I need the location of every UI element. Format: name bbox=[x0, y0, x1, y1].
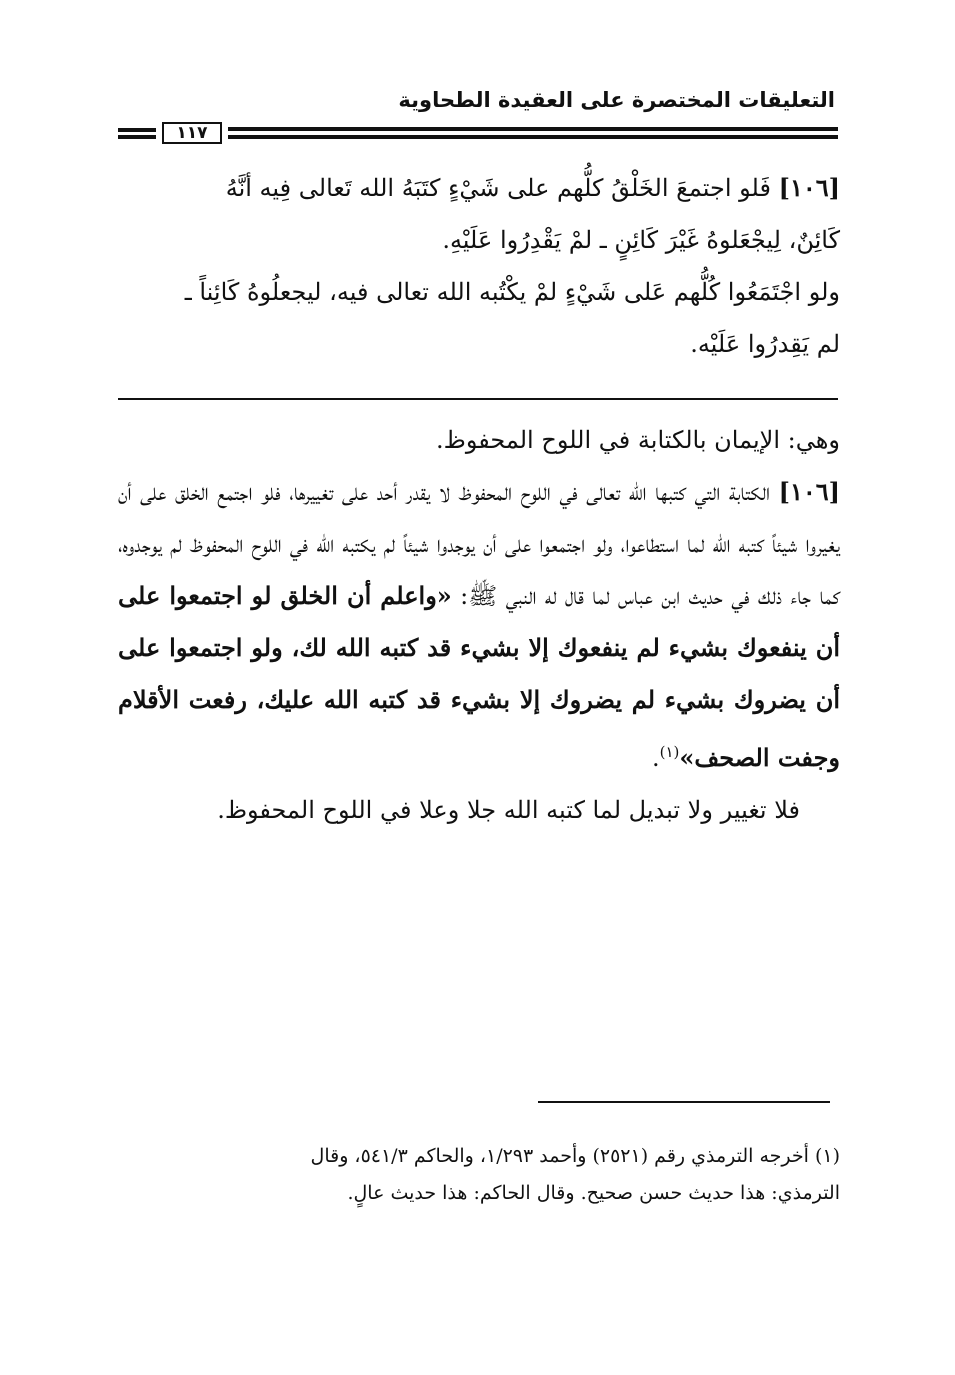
running-header-title: التعليقات المختصرة على العقيدة الطحاوية bbox=[398, 88, 835, 112]
footnote-divider bbox=[538, 1101, 830, 1103]
commentary-paragraph: [١٠٦] الكتابة التي كتبها الله تعالى في اللوح المحفوظ لا يقدر أحد على تغييرها، فلو اجتمع الخلق على أن يغيروا شيئاً كتبه الله لما استطاعوا، ولو اجتمعوا على أن يوجدوا شيئاً لم يكتبه الله في اللوح المحفوظ لم يوجدوه، كما جاء ذلك في حديث ابن عباس لما قال له النبي ﷺ: «واعلم أن الخلق لو اجتمعوا على أن ينفعوك بشيء لم ينفعوك إلا بشيء قد كتبه الله لك، ولو اجتمعوا على أن يضروك بشيء لم يضروك إلا بشيء قد كتبه الله عليك، رفعت الأقلام وجفت الصحف»$^{(١)}$. bbox=[118, 477, 840, 772]
matn-text bbox=[118, 162, 840, 370]
header-rule bbox=[118, 122, 838, 146]
matn-line-text: فَلو اجتمعَ الخَلْقُ كلُّهم على شَيْءٍ كتَبَهُ الله تَعالى فِيه أنَّهُ bbox=[225, 174, 771, 202]
header-rule-line bbox=[228, 127, 838, 131]
matn-line: كَائِنٌ، لِيجْعَلوهُ غَيْرَ كَائِنٍ ـ لمْ يَقْدِرُوا عَلَيْهِ. bbox=[442, 226, 840, 254]
header-rule-line bbox=[228, 135, 838, 139]
matn-line bbox=[118, 162, 840, 214]
matn-line: ولو اجْتَمَعُوا كُلُّهم عَلى شَيْءٍ لمْ يكْتُبه الله تعالى فيه، ليجعلُوهُ كَائِناً ـ bbox=[184, 278, 840, 306]
footnote bbox=[118, 1138, 840, 1212]
hadith-quote: «واعلم أن الخلق لو اجتمعوا على أن ينفعوك بشيء لم ينفعوك إلا بشيء قد كتبه الله لك، ولو اجتمعوا على أن يضروك بشيء لم يضروك إلا بشيء قد كتبه الله عليك، رفعت الأقلام وجفت الصحف» bbox=[118, 581, 840, 772]
commentary-paragraph: فلا تغيير ولا تبديل لما كتبه الله جلا وعلا في اللوح المحفوظ. bbox=[217, 796, 800, 824]
footnote-line: (١) أخرجه الترمذي رقم (٢٥٢١) وأحمد ١/٢٩٣، والحاكم ٥٤١/٣، وقال bbox=[310, 1145, 840, 1167]
footnote-line: الترمذي: هذا حديث حسن صحيح. وقال الحاكم: هذا حديث عالٍ. bbox=[347, 1182, 840, 1204]
commentary-number: [١٠٦] bbox=[778, 477, 840, 506]
commentary-text bbox=[118, 414, 840, 836]
commentary-intro: وهي: الإيمان بالكتابة في اللوح المحفوظ. bbox=[436, 426, 840, 454]
section-divider bbox=[118, 398, 838, 400]
commentary-text-run: الكتابة التي كتبها الله تعالى في اللوح المحفوظ لا يقدر أحد على تغييرها، فلو اجتمع الخلق على أن يغيروا شيئاً كتبه الله لما استطاعوا، ولو اجتمعوا على أن يوجدوا شيئاً لم يكتبه الله في اللوح المحفوظ لم يوجدوه، كما جاء ذلك في حديث ابن عباس لما قال له النبي ﷺ: bbox=[118, 478, 840, 610]
footnote-ref: (١) bbox=[659, 743, 680, 761]
matn-line: لم يَقِدرُوا عَلَيْه. bbox=[690, 330, 840, 358]
page-number: ١١٧ bbox=[162, 122, 222, 144]
header-rule-line bbox=[118, 128, 156, 132]
header-rule-line bbox=[118, 135, 156, 139]
matn-number: [١٠٦] bbox=[778, 173, 840, 202]
